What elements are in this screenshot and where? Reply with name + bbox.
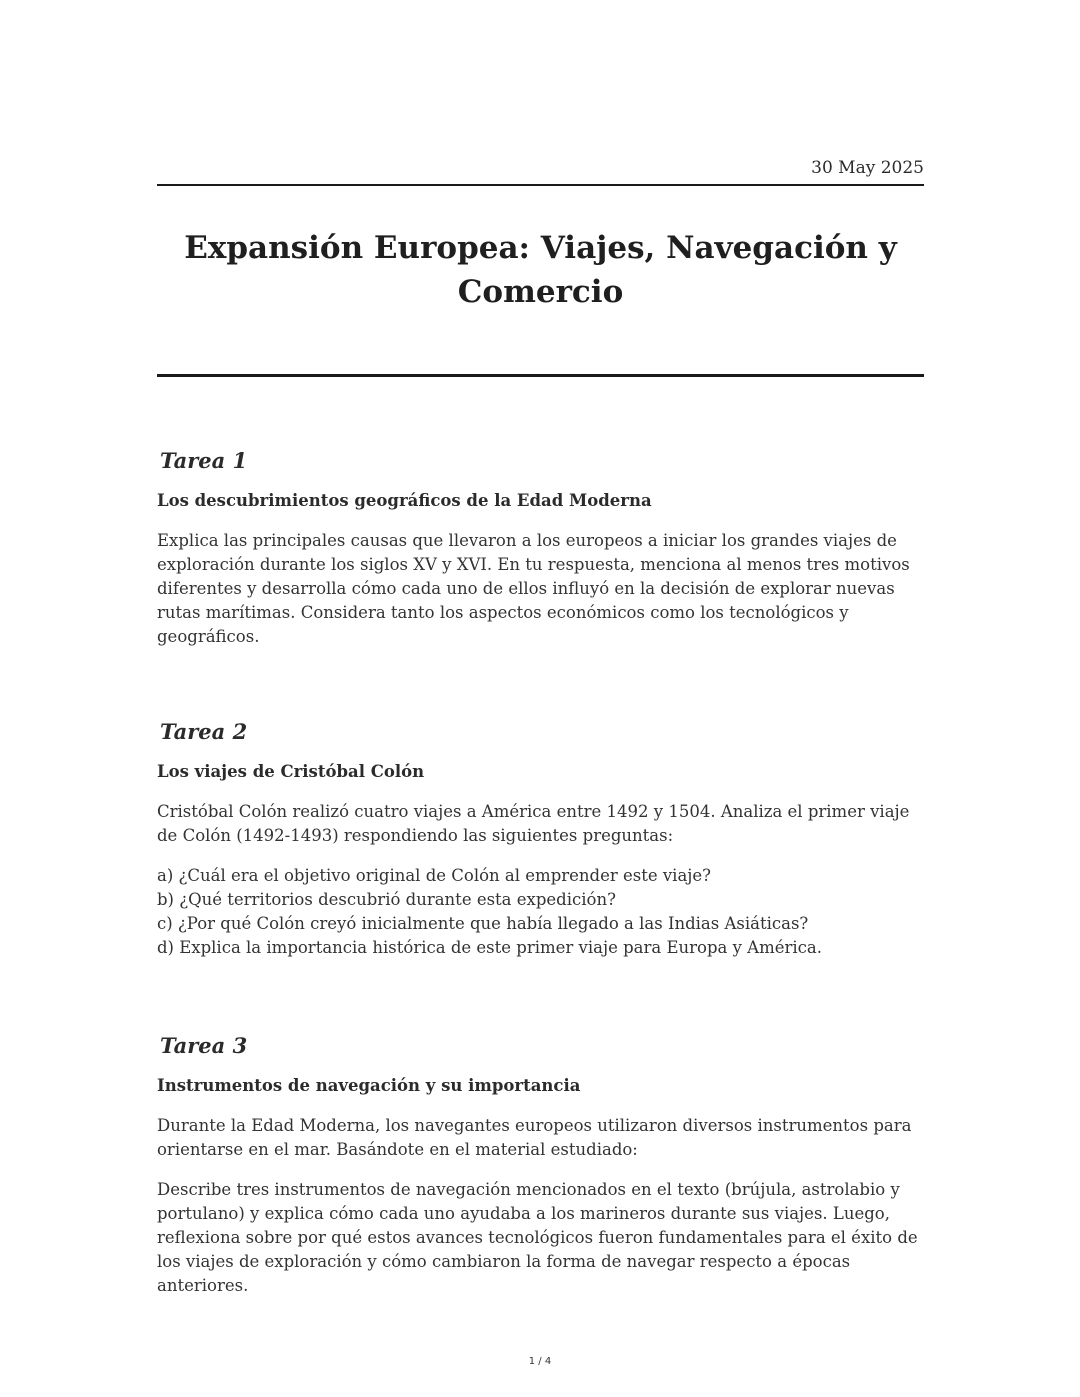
task-1-paragraph: Explica las principales causas que llevaron a los europeos a iniciar los grandes viajes de exploración durante los siglos XV y XVI. En tu respuesta, menciona al menos tres motivos diferentes y desarrolla cómo cada uno de ellos influyó en la decisión de explorar nuevas rutas marítimas. Considera tanto los aspectos económicos como los tecnológicos y geográficos. (157, 531, 910, 646)
document-date: 30 May 2025 (811, 158, 924, 178)
task-1-heading: Tarea 1 (160, 448, 248, 473)
task-3-section (157, 1031, 924, 1298)
task-3-heading: Tarea 3 (160, 1033, 248, 1058)
document-title (157, 226, 924, 314)
task-2-question-list (157, 864, 924, 960)
task-1-section (157, 446, 924, 649)
task-2-paragraph: Cristóbal Colón realizó cuatro viajes a América entre 1492 y 1504. Analiza el primer viaje de Colón (1492-1493) respondiendo las siguientes preguntas: (157, 802, 910, 845)
task-2-subtitle: Los viajes de Cristóbal Colón (157, 762, 425, 781)
document-title-line-2: Comercio (457, 274, 624, 310)
task-2-section (157, 717, 924, 960)
title-divider (157, 374, 924, 377)
task-3-subtitle: Instrumentos de navegación y su importancia (157, 1076, 581, 1095)
task-3-paragraph-2: Describe tres instrumentos de navegación mencionados en el texto (brújula, astrolabio y portulano) y explica cómo cada uno ayudaba a los marineros durante sus viajes. Luego, reflexiona sobre por qué estos avances tecnológicos fueron fundamentales para el éxito de los viajes de exploración y cómo cambiaron la forma de navegar respecto a épocas anteriores. (157, 1180, 918, 1295)
task-1-subtitle: Los descubrimientos geográficos de la Edad Moderna (157, 491, 652, 510)
task-2-question-d: d) Explica la importancia histórica de este primer viaje para Europa y América. (157, 938, 822, 957)
task-2-question-b: b) ¿Qué territorios descubrió durante esta expedición? (157, 890, 616, 909)
task-2-heading: Tarea 2 (160, 719, 248, 744)
task-2-question-c: c) ¿Por qué Colón creyó inicialmente que había llegado a las Indias Asiáticas? (157, 914, 809, 933)
header-divider (157, 184, 924, 186)
document-title-line-1: Expansión Europea: Viajes, Navegación y (184, 230, 897, 266)
page-number: 1 / 4 (528, 1356, 552, 1367)
task-3-paragraph: Durante la Edad Moderna, los navegantes europeos utilizaron diversos instrumentos para orientarse en el mar. Basándote en el material estudiado: (157, 1116, 912, 1159)
task-2-question-a: a) ¿Cuál era el objetivo original de Colón al emprender este viaje? (157, 866, 712, 885)
document-page (157, 0, 924, 1397)
